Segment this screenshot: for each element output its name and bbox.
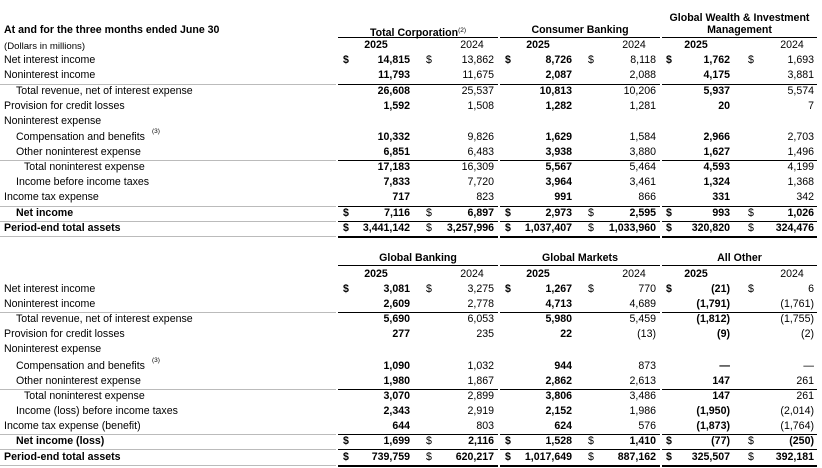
total-double-rule <box>500 236 660 238</box>
cell-value: 1,032 <box>467 360 494 372</box>
dollar-sign: $ <box>426 207 432 219</box>
dollar-sign: $ <box>666 207 672 219</box>
cell-value: (1,755) <box>780 313 814 325</box>
subtotal-rule <box>662 160 817 161</box>
cell-value: 2,862 <box>545 375 572 387</box>
dollar-sign: $ <box>588 207 594 219</box>
footnote-marker: (3) <box>152 357 160 364</box>
year-header: 2024 <box>622 268 646 280</box>
cell-value: 25,537 <box>461 85 494 97</box>
cell-value: 2,116 <box>468 435 494 447</box>
cell-value: 1,281 <box>629 100 656 112</box>
cell-value: 2,088 <box>629 69 656 81</box>
table-title: At and for the three months ended June 30 <box>4 24 220 36</box>
year-header: 2025 <box>526 268 550 280</box>
total-double-rule <box>662 236 817 238</box>
dollar-sign: $ <box>666 222 672 234</box>
cell-value: (1,873) <box>696 420 730 432</box>
cell-value: 6,053 <box>467 313 494 325</box>
row-separator <box>0 84 336 85</box>
dollar-sign: $ <box>343 435 349 447</box>
dollar-sign: $ <box>343 222 349 234</box>
subtotal-rule <box>662 312 817 313</box>
cell-value: 1,090 <box>383 360 410 372</box>
cell-value: 1,324 <box>703 176 730 188</box>
cell-value: 3,881 <box>787 69 814 81</box>
cell-value: — <box>803 360 814 372</box>
dollar-sign: $ <box>343 54 349 66</box>
group-header-all-other: All Other <box>717 252 762 264</box>
cell-value: 803 <box>476 420 494 432</box>
dollar-sign: $ <box>505 222 511 234</box>
dollar-sign: $ <box>588 283 594 295</box>
cell-value: 4,175 <box>703 69 730 81</box>
cell-value: 1,867 <box>467 375 494 387</box>
group-header-gwim-line1: Global Wealth & Investment <box>669 12 810 24</box>
cell-value: 2,919 <box>467 405 494 417</box>
dollar-sign: $ <box>343 283 349 295</box>
subtotal-rule <box>662 206 817 207</box>
cell-value: 1,629 <box>545 131 572 143</box>
subtotal-rule <box>500 206 660 207</box>
cell-value: 1,282 <box>545 100 572 112</box>
cell-value: 3,275 <box>467 283 494 295</box>
row-separator <box>0 465 336 466</box>
year-header: 2025 <box>364 39 388 51</box>
row-label: Provision for credit losses <box>4 100 125 112</box>
group-underline <box>500 265 660 266</box>
total-double-rule <box>338 236 498 238</box>
row-label: Total noninterest expense <box>24 390 145 402</box>
subtotal-rule <box>662 389 817 390</box>
row-label: Income (loss) before income taxes <box>16 405 178 417</box>
cell-value: 1,368 <box>787 176 814 188</box>
cell-value: 2,899 <box>467 390 494 402</box>
cell-value: (1,761) <box>780 298 814 310</box>
year-header: 2025 <box>364 268 388 280</box>
year-header: 2024 <box>622 39 646 51</box>
subtotal-rule <box>338 449 498 450</box>
dollar-sign: $ <box>666 54 672 66</box>
cell-value: 3,081 <box>383 283 410 295</box>
cell-value: 1,017,649 <box>524 451 572 463</box>
dollar-sign: $ <box>588 222 594 234</box>
cell-value: 3,441,142 <box>362 222 410 234</box>
row-label: Income tax expense (benefit) <box>4 420 141 432</box>
cell-value: 1,627 <box>703 146 730 158</box>
total-double-rule <box>662 465 817 467</box>
cell-value: 6 <box>808 283 814 295</box>
cell-value: 13,862 <box>461 54 494 66</box>
group-underline <box>500 37 660 38</box>
cell-value: 944 <box>554 360 572 372</box>
cell-value: 5,464 <box>629 161 656 173</box>
cell-value: 14,815 <box>377 54 410 66</box>
cell-value: 7 <box>808 100 814 112</box>
dollar-sign: $ <box>748 222 754 234</box>
cell-value: 11,675 <box>462 69 494 81</box>
cell-value: (2) <box>801 328 814 340</box>
dollar-sign: $ <box>666 283 672 295</box>
cell-value: (1,764) <box>780 420 814 432</box>
subtotal-rule <box>338 434 498 435</box>
group-underline <box>662 37 817 38</box>
dollar-sign: $ <box>748 207 754 219</box>
dollar-sign: $ <box>505 283 511 295</box>
row-label: Period-end total assets <box>4 451 121 463</box>
cell-value: 7,116 <box>384 207 410 219</box>
cell-value: 887,162 <box>617 451 656 463</box>
cell-value: 3,486 <box>629 390 656 402</box>
cell-value: 2,343 <box>383 405 410 417</box>
cell-value: 1,528 <box>545 435 572 447</box>
cell-value: 1,033,960 <box>608 222 656 234</box>
dollar-sign: $ <box>748 283 754 295</box>
subtotal-rule <box>500 389 660 390</box>
cell-value: 2,609 <box>383 298 410 310</box>
cell-value: 823 <box>476 191 494 203</box>
cell-value: 2,613 <box>629 375 656 387</box>
cell-value: 392,181 <box>775 451 814 463</box>
row-label: Net income <box>16 207 74 219</box>
cell-value: 4,593 <box>703 161 730 173</box>
cell-value: 1,762 <box>703 54 730 66</box>
cell-value: — <box>719 360 730 372</box>
cell-value: 261 <box>796 390 814 402</box>
cell-value: 4,689 <box>629 298 656 310</box>
subtotal-rule <box>662 434 817 435</box>
cell-value: 331 <box>712 191 730 203</box>
subtotal-rule <box>500 221 660 222</box>
cell-value: 5,690 <box>383 313 410 325</box>
dollar-sign: $ <box>426 435 432 447</box>
year-header: 2024 <box>460 39 484 51</box>
subtotal-rule <box>500 160 660 161</box>
dollar-sign: $ <box>426 283 432 295</box>
cell-value: 325,507 <box>691 451 730 463</box>
cell-value: 2,778 <box>467 298 494 310</box>
subtotal-rule <box>500 434 660 435</box>
subtotal-rule <box>500 312 660 313</box>
dollar-sign: $ <box>666 435 672 447</box>
dollar-sign: $ <box>505 207 511 219</box>
cell-value: 324,476 <box>775 222 814 234</box>
row-label: Noninterest expense <box>4 115 102 127</box>
year-header: 2025 <box>684 39 708 51</box>
cell-value: 1,592 <box>383 100 410 112</box>
dollar-sign: $ <box>588 435 594 447</box>
group-underline <box>662 265 817 266</box>
cell-value: 8,726 <box>545 54 572 66</box>
cell-value: (13) <box>637 328 656 340</box>
total-double-rule <box>500 465 660 467</box>
cell-value: (1,791) <box>696 298 730 310</box>
subtotal-rule <box>338 206 498 207</box>
cell-value: 620,217 <box>455 451 494 463</box>
cell-value: 26,608 <box>377 85 410 97</box>
cell-value: 1,986 <box>629 405 656 417</box>
row-separator <box>0 160 336 161</box>
year-header: 2024 <box>460 268 484 280</box>
cell-value: 342 <box>796 191 814 203</box>
cell-value: 2,152 <box>545 405 572 417</box>
cell-value: 261 <box>796 375 814 387</box>
row-label: Other noninterest expense <box>16 375 141 387</box>
cell-value: 6,851 <box>383 146 410 158</box>
cell-value: 277 <box>392 328 410 340</box>
group-underline <box>338 37 498 38</box>
cell-value: (9) <box>717 328 730 340</box>
subtotal-rule <box>662 221 817 222</box>
year-header: 2025 <box>526 39 550 51</box>
cell-value: 1,693 <box>787 54 814 66</box>
cell-value: 17,183 <box>377 161 410 173</box>
row-label: Provision for credit losses <box>4 328 125 340</box>
cell-value: 1,699 <box>383 435 410 447</box>
year-header: 2024 <box>780 268 804 280</box>
row-label: Noninterest expense <box>4 343 102 355</box>
group-header-global-markets: Global Markets <box>542 252 618 264</box>
cell-value: 3,806 <box>545 390 572 402</box>
row-separator <box>0 312 336 313</box>
row-label: Total revenue, net of interest expense <box>16 313 193 325</box>
subtotal-rule <box>662 449 817 450</box>
cell-value: 10,206 <box>623 85 656 97</box>
row-label: Other noninterest expense <box>16 146 141 158</box>
cell-value: 5,937 <box>703 85 730 97</box>
cell-value: 8,118 <box>630 54 656 66</box>
group-header-gwim-line2: Management <box>707 24 772 36</box>
cell-value: 5,980 <box>545 313 572 325</box>
cell-value: 1,508 <box>467 100 494 112</box>
cell-value: 7,833 <box>383 176 410 188</box>
cell-value: 1,267 <box>545 283 572 295</box>
row-label: Net interest income <box>4 283 96 295</box>
cell-value: 10,813 <box>539 85 572 97</box>
subtotal-rule <box>338 160 498 161</box>
subtotal-rule <box>662 84 817 85</box>
subtotal-rule <box>338 221 498 222</box>
cell-value: 1,496 <box>787 146 814 158</box>
row-label: Net interest income <box>4 54 96 66</box>
group-header-consumer-banking: Consumer Banking <box>531 24 629 36</box>
cell-value: (250) <box>789 435 814 447</box>
cell-value: 1,026 <box>787 207 814 219</box>
row-label: Period-end total assets <box>4 222 121 234</box>
cell-value: 2,966 <box>703 131 730 143</box>
cell-value: 3,070 <box>383 390 410 402</box>
subtotal-rule <box>338 389 498 390</box>
cell-value: (2,014) <box>780 405 814 417</box>
row-label: Compensation and benefits <box>16 131 145 143</box>
cell-value: 3,257,996 <box>446 222 494 234</box>
total-double-rule <box>338 465 498 467</box>
row-separator <box>0 434 336 435</box>
row-label: Total revenue, net of interest expense <box>16 85 193 97</box>
dollar-sign: $ <box>426 222 432 234</box>
cell-value: 3,461 <box>629 176 656 188</box>
row-separator <box>0 206 336 207</box>
group-header-total-corporation: Total Corporation$^{(2)}$ <box>369 27 467 39</box>
cell-value: 6,483 <box>467 146 494 158</box>
cell-value: 2,595 <box>629 207 656 219</box>
cell-value: 3,964 <box>545 176 572 188</box>
cell-value: 7,720 <box>467 176 494 188</box>
cell-value: 3,880 <box>629 146 656 158</box>
row-label: Total noninterest expense <box>24 161 145 173</box>
cell-value: 9,826 <box>467 131 494 143</box>
year-header: 2025 <box>684 268 708 280</box>
dollar-sign: $ <box>588 54 594 66</box>
footnote-marker: (3) <box>152 128 160 135</box>
cell-value: 991 <box>554 191 572 203</box>
dollar-sign: $ <box>426 451 432 463</box>
row-label: Noninterest income <box>4 298 96 310</box>
cell-value: 320,820 <box>691 222 730 234</box>
dollar-sign: $ <box>343 451 349 463</box>
cell-value: 1,410 <box>629 435 656 447</box>
cell-value: 2,087 <box>545 69 572 81</box>
cell-value: 2,973 <box>545 207 572 219</box>
footnote-marker: (2) <box>458 27 467 34</box>
subtotal-rule <box>500 449 660 450</box>
cell-value: 235 <box>476 328 494 340</box>
cell-value: 866 <box>638 191 656 203</box>
row-separator <box>0 449 336 450</box>
year-header: 2024 <box>780 39 804 51</box>
cell-value: 1,037,407 <box>524 222 572 234</box>
cell-value: 2,703 <box>787 131 814 143</box>
row-label: Noninterest income <box>4 69 96 81</box>
dollar-sign: $ <box>505 54 511 66</box>
row-separator <box>0 221 336 222</box>
cell-value: (1,812) <box>696 313 730 325</box>
row-label: Income before income taxes <box>16 176 150 188</box>
cell-value: 717 <box>392 191 410 203</box>
cell-value: 11,793 <box>378 69 410 81</box>
cell-value: 4,713 <box>545 298 572 310</box>
dollar-sign: $ <box>505 435 511 447</box>
cell-value: 5,459 <box>629 313 656 325</box>
subtotal-rule <box>500 84 660 85</box>
cell-value: 147 <box>712 390 730 402</box>
cell-value: 5,574 <box>787 85 814 97</box>
cell-value: 22 <box>560 328 572 340</box>
dollar-sign: $ <box>505 451 511 463</box>
dollar-sign: $ <box>666 451 672 463</box>
cell-value: 1,584 <box>629 131 656 143</box>
row-separator <box>0 236 336 237</box>
cell-value: 739,759 <box>371 451 410 463</box>
subtotal-rule <box>338 84 498 85</box>
row-separator <box>0 389 336 390</box>
cell-value: 20 <box>718 100 730 112</box>
units-note: (Dollars in millions) <box>4 41 86 52</box>
cell-value: (21) <box>711 283 730 295</box>
dollar-sign: $ <box>748 451 754 463</box>
dollar-sign: $ <box>588 451 594 463</box>
cell-value: 873 <box>638 360 656 372</box>
group-underline <box>338 265 498 266</box>
row-label: Net income (loss) <box>16 435 105 447</box>
cell-value: 3,938 <box>545 146 572 158</box>
cell-value: 10,332 <box>377 131 410 143</box>
cell-value: 16,309 <box>461 161 494 173</box>
row-label: Compensation and benefits <box>16 360 145 372</box>
cell-value: 770 <box>638 283 656 295</box>
cell-value: 624 <box>554 420 572 432</box>
cell-value: 576 <box>638 420 656 432</box>
group-header-global-banking: Global Banking <box>379 252 457 264</box>
cell-value: 147 <box>712 375 730 387</box>
dollar-sign: $ <box>343 207 349 219</box>
dollar-sign: $ <box>426 54 432 66</box>
cell-value: 993 <box>712 207 730 219</box>
subtotal-rule <box>338 312 498 313</box>
cell-value: 644 <box>392 420 410 432</box>
cell-value: 1,980 <box>383 375 410 387</box>
row-label: Income tax expense <box>4 191 99 203</box>
cell-value: 6,897 <box>467 207 494 219</box>
dollar-sign: $ <box>748 54 754 66</box>
dollar-sign: $ <box>748 435 754 447</box>
cell-value: 4,199 <box>787 161 814 173</box>
cell-value: (77) <box>711 435 730 447</box>
cell-value: 5,567 <box>545 161 572 173</box>
cell-value: (1,950) <box>696 405 730 417</box>
